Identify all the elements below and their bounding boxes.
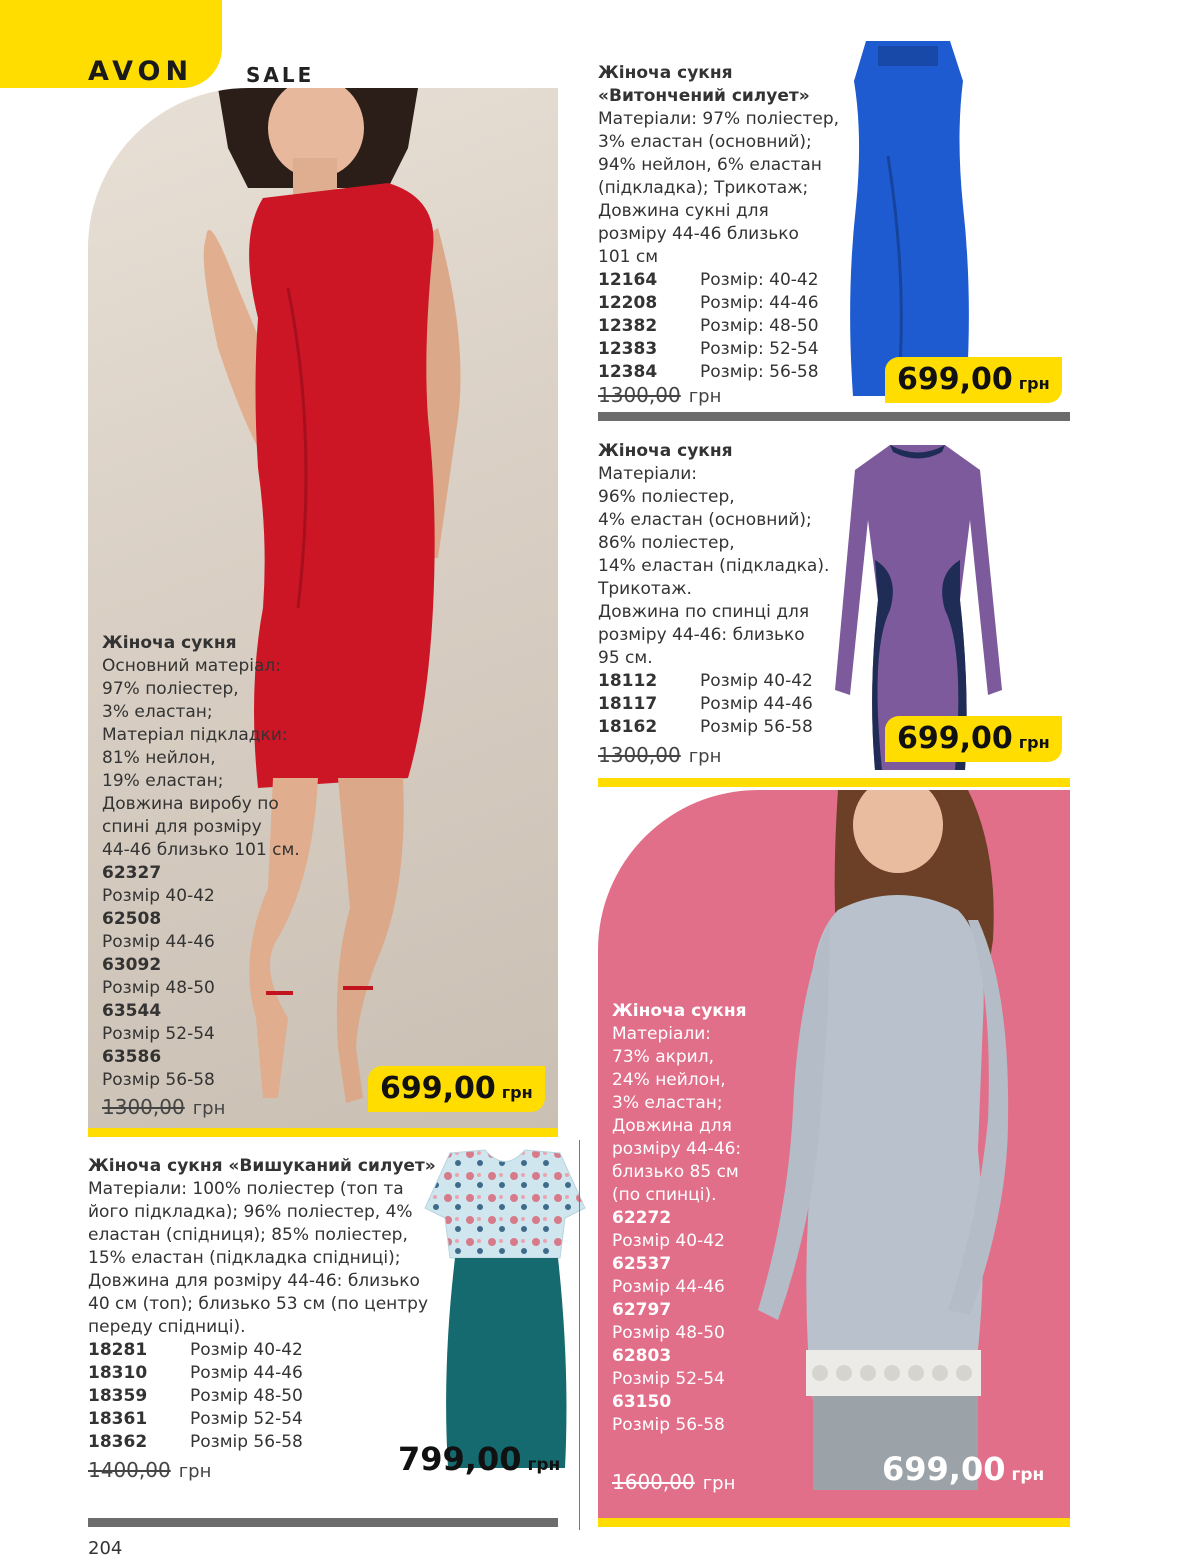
blue-dress-line: розміру 44-46 близько <box>598 224 799 244</box>
purple-dress-old-price: 1300,00 грн <box>598 743 722 767</box>
size-row: 12384 Розмір: 56-58 <box>598 362 819 382</box>
gray-dress-line: (по спинці). <box>612 1185 717 1205</box>
red-dress-line: 44-46 близько 101 см. <box>102 840 300 860</box>
sku-code: 62797 <box>612 1300 672 1320</box>
red-dress-line: спині для розміру <box>102 817 262 837</box>
red-dress-line: 81% нейлон, <box>102 748 216 768</box>
purple-dress-line: Довжина по спинці для <box>598 602 810 622</box>
size-row: 12208 Розмір: 44-46 <box>598 293 819 313</box>
red-dress-price-tag: 699,00 грн <box>368 1066 545 1112</box>
floral-dress-line: Матеріали: 100% поліестер (топ та <box>88 1179 404 1199</box>
gray-dress-line: Матеріали: <box>612 1024 712 1044</box>
gray-dress-line: Довжина для <box>612 1116 732 1136</box>
size-label: Розмір 56-58 <box>612 1415 725 1435</box>
red-dress-line: 97% поліестер, <box>102 679 239 699</box>
purple-dress-line: Трикотаж. <box>598 579 692 599</box>
purple-dress-line: 95 см. <box>598 648 653 668</box>
blue-dress-subtitle: «Витончений силует» <box>598 86 810 106</box>
sku-code: 62272 <box>612 1208 672 1228</box>
red-dress-line: Матеріал підкладки: <box>102 725 288 745</box>
size-row: 18361 Розмір 52-54 <box>88 1409 303 1429</box>
red-dress-line: 3% еластан; <box>102 702 213 722</box>
floral-dress-line: 40 см (топ); близько 53 см (по центру <box>88 1294 429 1314</box>
red-dress-line: Довжина виробу по <box>102 794 279 814</box>
sku-code: 63544 <box>102 1001 162 1021</box>
size-label: Розмір 52-54 <box>102 1024 215 1044</box>
gray-dress-line: 3% еластан; <box>612 1093 723 1113</box>
sku-code: 62803 <box>612 1346 672 1366</box>
gray-dress-title: Жіноча сукня <box>612 1001 747 1021</box>
sku-code: 63150 <box>612 1392 672 1412</box>
section-title: SALE <box>246 63 315 87</box>
blue-dress-old-price: 1300,00 грн <box>598 383 722 407</box>
gray-dress-price: 699,00 грн <box>882 1450 1045 1488</box>
blue-dress-line: 94% нейлон, 6% еластан <box>598 155 822 175</box>
size-row: 18162 Розмір 56-58 <box>598 717 813 737</box>
purple-dress-title: Жіноча сукня <box>598 441 733 461</box>
divider-bar <box>88 1128 558 1137</box>
size-label: Розмір 44-46 <box>612 1277 725 1297</box>
size-row: 12164 Розмір: 40-42 <box>598 270 819 290</box>
size-row: 18359 Розмір 48-50 <box>88 1386 303 1406</box>
gray-dress-line: близько 85 см <box>612 1162 739 1182</box>
floral-dress-line: його підкладка); 96% поліестер, 4% <box>88 1202 413 1222</box>
floral-dress-line: Довжина для розміру 44-46: близько <box>88 1271 420 1291</box>
size-row: 18117 Розмір 44-46 <box>598 694 813 714</box>
size-row: 18310 Розмір 44-46 <box>88 1363 303 1383</box>
gray-dress-line: 24% нейлон, <box>612 1070 726 1090</box>
sku-code: 62508 <box>102 909 162 929</box>
purple-dress-price-tag: 699,00 грн <box>885 716 1062 762</box>
floral-dress-line: еластан (спідниця); 85% поліестер, <box>88 1225 408 1245</box>
blue-dress-line: (підкладка); Трикотаж; <box>598 178 809 198</box>
size-label: Розмір 40-42 <box>612 1231 725 1251</box>
divider-bar <box>88 1518 558 1527</box>
gray-dress-description <box>612 1000 802 1437</box>
size-label: Розмір 48-50 <box>612 1323 725 1343</box>
sku-code: 63586 <box>102 1047 162 1067</box>
size-label: Розмір 44-46 <box>102 932 215 952</box>
gray-dress-line: розміру 44-46: <box>612 1139 742 1159</box>
size-row: 18112 Розмір 40-42 <box>598 671 813 691</box>
blue-dress-line: Довжина сукні для <box>598 201 769 221</box>
sku-code: 62537 <box>612 1254 672 1274</box>
purple-dress-line: Матеріали: <box>598 464 698 484</box>
red-dress-title: Жіноча сукня <box>102 633 237 653</box>
red-dress-line: 19% еластан; <box>102 771 224 791</box>
size-label: Розмір 56-58 <box>102 1070 215 1090</box>
page-number: 204 <box>88 1538 123 1559</box>
size-row: 12383 Розмір: 52-54 <box>598 339 819 359</box>
size-row: 18281 Розмір 40-42 <box>88 1340 303 1360</box>
purple-dress-description <box>598 440 858 739</box>
floral-dress-image <box>420 1148 590 1478</box>
blue-dress-title: Жіноча сукня <box>598 63 733 83</box>
floral-dress-old-price: 1400,00 грн <box>88 1458 212 1482</box>
size-label: Розмір 40-42 <box>102 886 215 906</box>
blue-dress-image <box>838 36 978 406</box>
divider-bar <box>598 778 1070 787</box>
purple-dress-line: 4% еластан (основний); <box>598 510 812 530</box>
blue-dress-description <box>598 62 868 384</box>
blue-dress-price-tag: 699,00 грн <box>885 357 1062 403</box>
red-dress-line: Основний матеріал: <box>102 656 282 676</box>
sku-code: 63092 <box>102 955 162 975</box>
blue-dress-line: Матеріали: 97% поліестер, <box>598 109 840 129</box>
blue-dress-line: 3% еластан (основний); <box>598 132 812 152</box>
size-row: 18362 Розмір 56-58 <box>88 1432 303 1452</box>
red-dress-description <box>102 632 332 1092</box>
floral-dress-title: Жіноча сукня «Вишуканий силует» <box>88 1156 436 1176</box>
divider-bar <box>598 412 1070 421</box>
size-row: 12382 Розмір: 48-50 <box>598 316 819 336</box>
floral-dress-price: 799,00 грн <box>398 1440 561 1478</box>
floral-dress-line: 15% еластан (підкладка спідниці); <box>88 1248 401 1268</box>
floral-dress-description <box>88 1155 438 1454</box>
purple-dress-line: 86% поліестер, <box>598 533 735 553</box>
avon-logo: AVON <box>88 56 194 87</box>
gray-dress-line: 73% акрил, <box>612 1047 714 1067</box>
purple-dress-line: 96% поліестер, <box>598 487 735 507</box>
purple-dress-line: 14% еластан (підкладка). <box>598 556 830 576</box>
divider-bar <box>598 1518 1070 1527</box>
sku-code: 62327 <box>102 863 162 883</box>
floral-dress-line: переду спідниці). <box>88 1317 246 1337</box>
size-label: Розмір 48-50 <box>102 978 215 998</box>
gray-dress-old-price: 1600,00 грн <box>612 1470 736 1494</box>
blue-dress-line: 101 см <box>598 247 659 267</box>
column-divider <box>579 1140 580 1530</box>
size-label: Розмір 52-54 <box>612 1369 725 1389</box>
red-dress-old-price: 1300,00 грн <box>102 1095 226 1119</box>
purple-dress-line: розміру 44-46: близько <box>598 625 805 645</box>
